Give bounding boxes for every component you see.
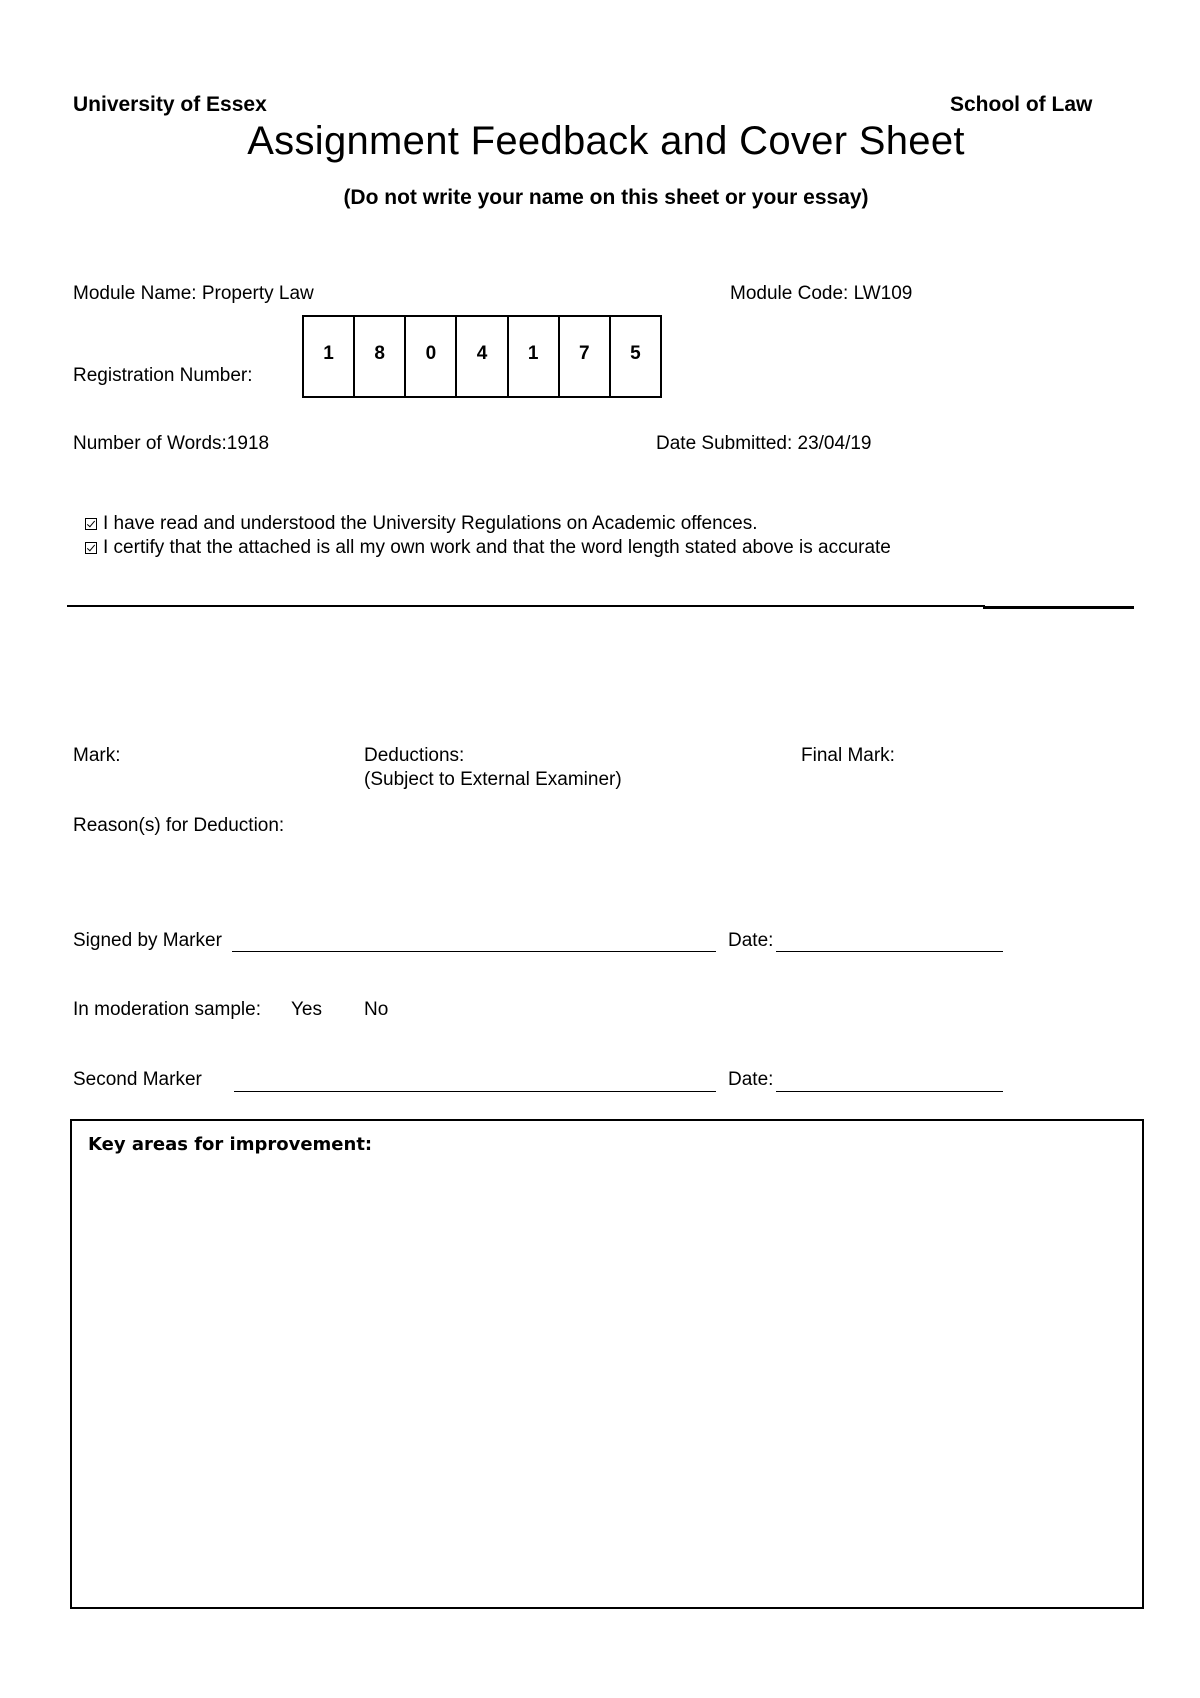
deductions-label: Deductions:	[364, 745, 465, 766]
moderation-sample-label: In moderation sample:	[73, 999, 261, 1020]
second-marker-signature-line[interactable]	[234, 1091, 716, 1092]
checkbox-checked-icon[interactable]	[85, 518, 97, 530]
checkbox-checked-icon[interactable]	[85, 542, 97, 554]
page-subtitle: (Do not write your name on this sheet or your essay)	[343, 186, 869, 209]
mark-label: Mark:	[73, 745, 121, 766]
deductions-note: (Subject to External Examiner)	[364, 769, 622, 790]
registration-digit: 5	[630, 342, 641, 364]
date-submitted-field: Date Submitted: 23/04/19	[656, 433, 872, 454]
marker-date-line[interactable]	[776, 951, 1003, 952]
declaration-regulations	[85, 513, 758, 535]
module-code-field: Module Code: LW109	[730, 283, 913, 304]
moderation-no-option[interactable]: No	[364, 999, 389, 1020]
second-marker-date-line[interactable]	[776, 1091, 1003, 1092]
declaration-own-work-text: I certify that the attached is all my own work and that the word length stated above is accurate	[103, 537, 891, 558]
section-divider-tail	[983, 606, 1134, 609]
word-count-field: Number of Words:1918	[73, 433, 270, 454]
deduction-reasons-label: Reason(s) for Deduction:	[73, 815, 285, 836]
university-name: University of Essex	[73, 93, 267, 116]
marker-date-label: Date:	[728, 930, 774, 951]
signed-by-marker-label: Signed by Marker	[73, 930, 222, 951]
marker-signature-line[interactable]	[232, 951, 716, 952]
registration-digit: 4	[457, 317, 508, 396]
registration-digit: 0	[406, 317, 457, 396]
module-name-field: Module Name: Property Law	[73, 283, 314, 304]
moderation-yes-option[interactable]: Yes	[291, 999, 322, 1020]
final-mark-label: Final Mark:	[801, 745, 895, 766]
improvement-label: Key areas for improvement:	[88, 1134, 373, 1155]
registration-digit: 7	[560, 317, 611, 396]
section-divider	[67, 605, 985, 607]
registration-digit: 1	[509, 317, 560, 396]
second-marker-date-label: Date:	[728, 1069, 774, 1090]
registration-label: Registration Number:	[73, 365, 253, 386]
second-marker-label: Second Marker	[73, 1069, 202, 1090]
improvement-box[interactable]	[70, 1119, 1144, 1609]
registration-digit: 1	[304, 317, 355, 396]
registration-digit: 8	[355, 317, 406, 396]
declaration-regulations-text: I have read and understood the University Regulations on Academic offences.	[103, 513, 758, 534]
school-name: School of Law	[950, 93, 1093, 116]
registration-number-boxes	[302, 315, 662, 398]
declaration-own-work	[85, 537, 891, 559]
page-title: Assignment Feedback and Cover Sheet	[247, 119, 965, 163]
